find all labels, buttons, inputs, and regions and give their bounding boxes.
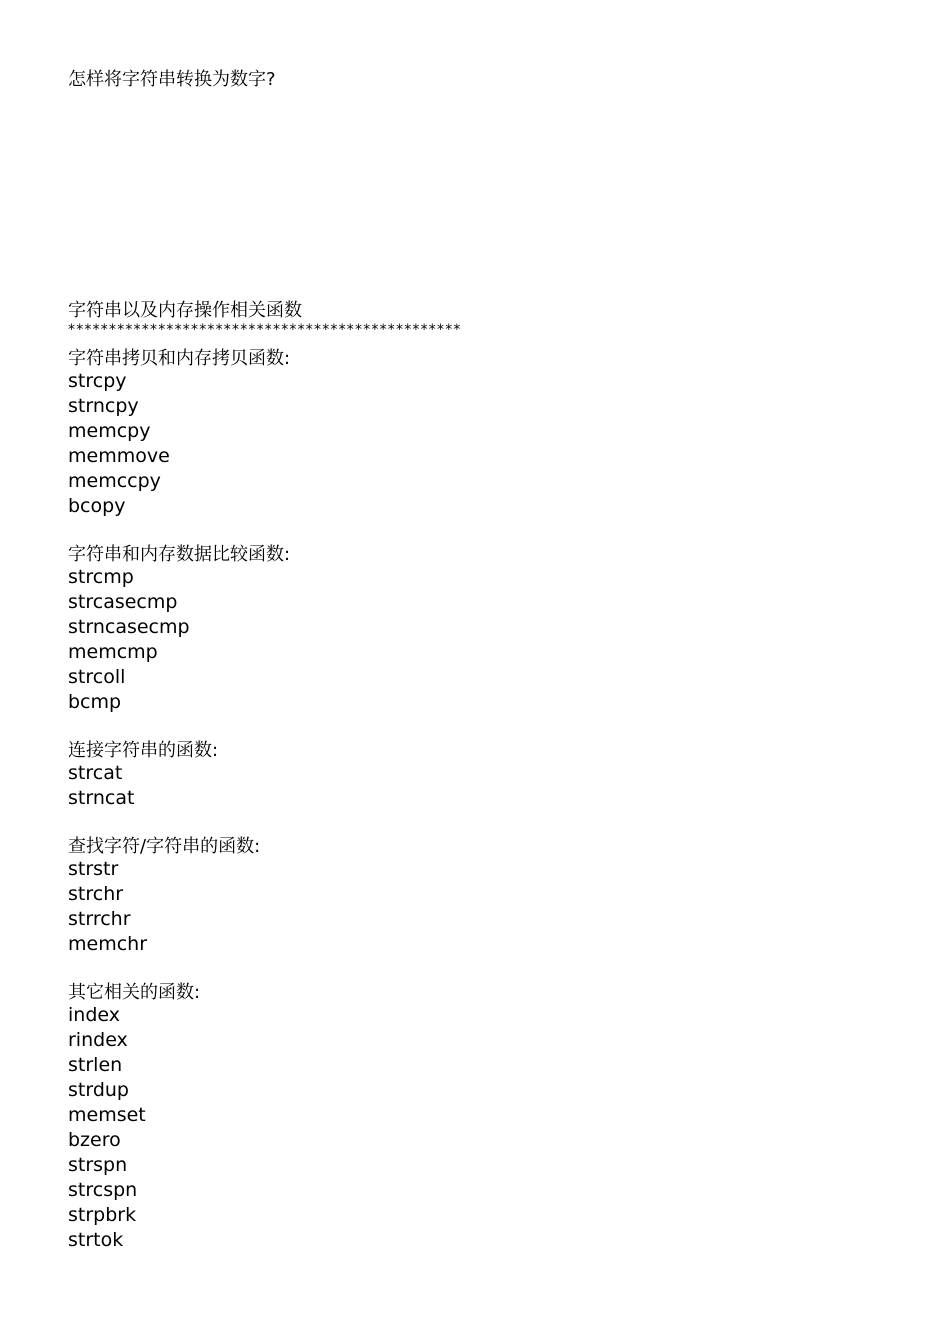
function-name: strstr [68,858,119,880]
separator-line: ************************************************ [68,322,462,338]
function-name: strlen [68,1054,123,1076]
section-copy [68,347,462,519]
function-name: strdup [68,1079,129,1101]
function-name: bcopy [68,495,126,517]
section-concat [68,739,462,811]
function-name: strpbrk [68,1204,137,1226]
function-name: index [68,1004,120,1026]
function-name: strrchr [68,908,131,930]
section-title: 字符串和内存数据比较函数: [68,544,291,565]
section-compare [68,543,462,715]
function-name: strtok [68,1229,124,1251]
function-name: memccpy [68,470,161,492]
function-name: strncpy [68,395,139,417]
function-name: strcspn [68,1179,138,1201]
function-name: strcmp [68,566,134,588]
function-name: strcasecmp [68,591,178,613]
section-title: 连接字符串的函数: [68,740,219,761]
function-name: strcoll [68,666,126,688]
function-name: bcmp [68,691,122,713]
section-title: 字符串拷贝和内存拷贝函数: [68,348,291,369]
section-title: 其它相关的函数: [68,982,201,1003]
function-name: memcpy [68,420,151,442]
function-name: memcmp [68,641,158,663]
section-heading: 字符串以及内存操作相关函数 [68,300,302,321]
function-name: memset [68,1104,146,1126]
function-name: strchr [68,883,124,905]
function-name: strspn [68,1154,128,1176]
function-name: memmove [68,445,170,467]
function-name: bzero [68,1129,121,1151]
function-name: strncat [68,787,135,809]
function-name: strncasecmp [68,616,190,638]
function-name: strcat [68,762,123,784]
section-search [68,835,462,957]
content-body [68,299,462,1277]
function-name: strcpy [68,370,127,392]
section-other [68,981,462,1253]
function-name: rindex [68,1029,128,1051]
function-name: memchr [68,933,148,955]
section-title: 查找字符/字符串的函数: [68,836,261,857]
question-text: 怎样将字符串转换为数字? [68,69,276,90]
